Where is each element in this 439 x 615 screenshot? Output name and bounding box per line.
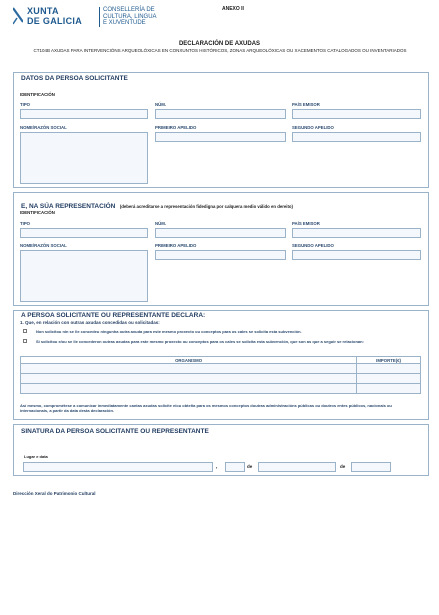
aid-row-importe-cell[interactable]: [357, 364, 421, 374]
aid-row-importe-cell[interactable]: [357, 384, 421, 394]
applicant-tipo-label: TIPO: [20, 102, 31, 107]
annex-label: ANEXO II: [222, 6, 244, 12]
representative-segundo-apelido-field[interactable]: [292, 250, 421, 260]
applicant-nomerazon-label: NOME/RAZÓN SOCIAL: [20, 125, 67, 130]
representative-num-label: NÚM.: [155, 221, 166, 226]
commitment-text: Así mesmo, comprométese a comunicar inmediatamente cantas axudas solicite e/ou obteña para os mesmos conceptos doutras administracións públicas ou doutros entes públicos, nacionais ou internacionais, a partir da data desta declaración.: [20, 403, 392, 413]
representative-pais-emisor-label: PAÍS EMISOR: [292, 221, 320, 226]
representative-section-title: E, NA SÚA REPRESENTACIÓN: [21, 203, 116, 210]
aid-table-row: [21, 374, 421, 384]
aid-table-row: [21, 364, 421, 374]
applicant-section-title: DATOS DA PERSOA SOLICITANTE: [21, 75, 128, 82]
applicant-identification-label: IDENTIFICACIÓN: [20, 92, 55, 97]
representative-primeiro-apelido-label: PRIMEIRO APELIDO: [155, 243, 197, 248]
col-importe: IMPORTE(€): [357, 357, 421, 364]
representative-identification-label: IDENTIFICACIÓN: [20, 210, 55, 215]
comma-separator: ,: [216, 464, 218, 470]
place-date-label: Lugar e data: [24, 454, 48, 459]
applicant-pais-emisor-label: PAÍS EMISOR: [292, 102, 320, 107]
document-title: DECLARACIÓN DE AXUDAS: [178, 41, 261, 47]
applicant-segundo-apelido-label: SEGUNDO APELIDO: [292, 125, 334, 130]
conselleria-line3: E XUVENTUDE: [103, 20, 146, 26]
declaration-item-1: 1. Que, en relación con outras axudas concedidas ou solicitadas:: [20, 320, 160, 325]
representative-pais-emisor-field[interactable]: [292, 228, 421, 238]
logo-line2: DE GALICIA: [27, 16, 83, 26]
galicia-emblem-icon: [13, 7, 23, 25]
year-field[interactable]: [351, 462, 391, 472]
declaration-section-title: A PERSOA SOLICITANTE OU REPRESENTANTE DECLARA:: [21, 312, 206, 319]
aid-table-row: [21, 384, 421, 394]
de-label-2: de: [340, 464, 346, 469]
aid-row-organismo-cell[interactable]: [21, 374, 357, 384]
representative-note: (deberá acreditarse a representación fidedigna por calquera medio válido en dereito): [119, 204, 293, 209]
applicant-num-label: NÚM.: [155, 102, 166, 107]
conselleria-line1: CONSELLERÍA DE: [103, 7, 155, 13]
applicant-pais-emisor-field[interactable]: [292, 109, 421, 119]
representative-num-field[interactable]: [155, 228, 286, 238]
representative-segundo-apelido-label: SEGUNDO APELIDO: [292, 243, 334, 248]
col-organismo: ORGANISMO: [21, 357, 357, 364]
representative-nomerazon-field[interactable]: [20, 250, 148, 302]
logo-divider: [99, 7, 100, 27]
document-subtitle: CT104B AXUDAS PARA INTERVENCIÓNS ARQUEOLÓXICAS EN CONXUNTOS HISTÓRICOS, ZONAS ARQUEOLÓXICAS OU XACEMENTOS CATALOGADOS OU INVENTARIADOS: [33, 48, 407, 53]
representative-section-heading: [21, 195, 421, 213]
applicant-tipo-field[interactable]: [20, 109, 148, 119]
aid-table: [20, 356, 421, 394]
place-field[interactable]: [23, 462, 213, 472]
signature-section-title: SINATURA DA PERSOA SOLICITANTE OU REPRESENTANTE: [21, 428, 209, 435]
xunta-logo: [13, 6, 103, 28]
applicant-nomerazon-field[interactable]: [20, 132, 148, 184]
option-other-aid-checkbox[interactable]: [23, 339, 27, 343]
applicant-segundo-apelido-field[interactable]: [292, 132, 421, 142]
option-other-aid-text: Si solicitou e/ou se lle concederon outras axudas para este mesmo proxecto ou conceptos para os cales se solicita esta subvención, que son as que a seguir se relacionan:: [36, 339, 364, 344]
month-field[interactable]: [258, 462, 336, 472]
aid-table-header: [21, 357, 421, 364]
day-field[interactable]: [225, 462, 245, 472]
de-label-1: de: [247, 464, 253, 469]
representative-tipo-label: TIPO: [20, 221, 31, 226]
aid-row-importe-cell[interactable]: [357, 374, 421, 384]
applicant-primeiro-apelido-label: PRIMEIRO APELIDO: [155, 125, 197, 130]
aid-row-organismo-cell[interactable]: [21, 384, 357, 394]
applicant-num-field[interactable]: [155, 109, 286, 119]
applicant-primeiro-apelido-field[interactable]: [155, 132, 286, 142]
option-no-aid-checkbox[interactable]: [23, 329, 27, 333]
representative-nomerazon-label: NOME/RAZÓN SOCIAL: [20, 243, 67, 248]
option-no-aid-text: Non solicitou nin se lle concedeu ningunha outra axuda para este mesmo proxecto ou conceptos para os cales se solicita esta subvención.: [36, 329, 302, 334]
representative-tipo-field[interactable]: [20, 228, 148, 238]
aid-row-organismo-cell[interactable]: [21, 364, 357, 374]
representative-primeiro-apelido-field[interactable]: [155, 250, 286, 260]
conselleria-line2: CULTURA, LINGUA: [103, 13, 157, 20]
logo-line1: XUNTA: [27, 6, 59, 16]
footer-department: Dirección Xeral do Patrimonio Cultural: [13, 491, 96, 496]
